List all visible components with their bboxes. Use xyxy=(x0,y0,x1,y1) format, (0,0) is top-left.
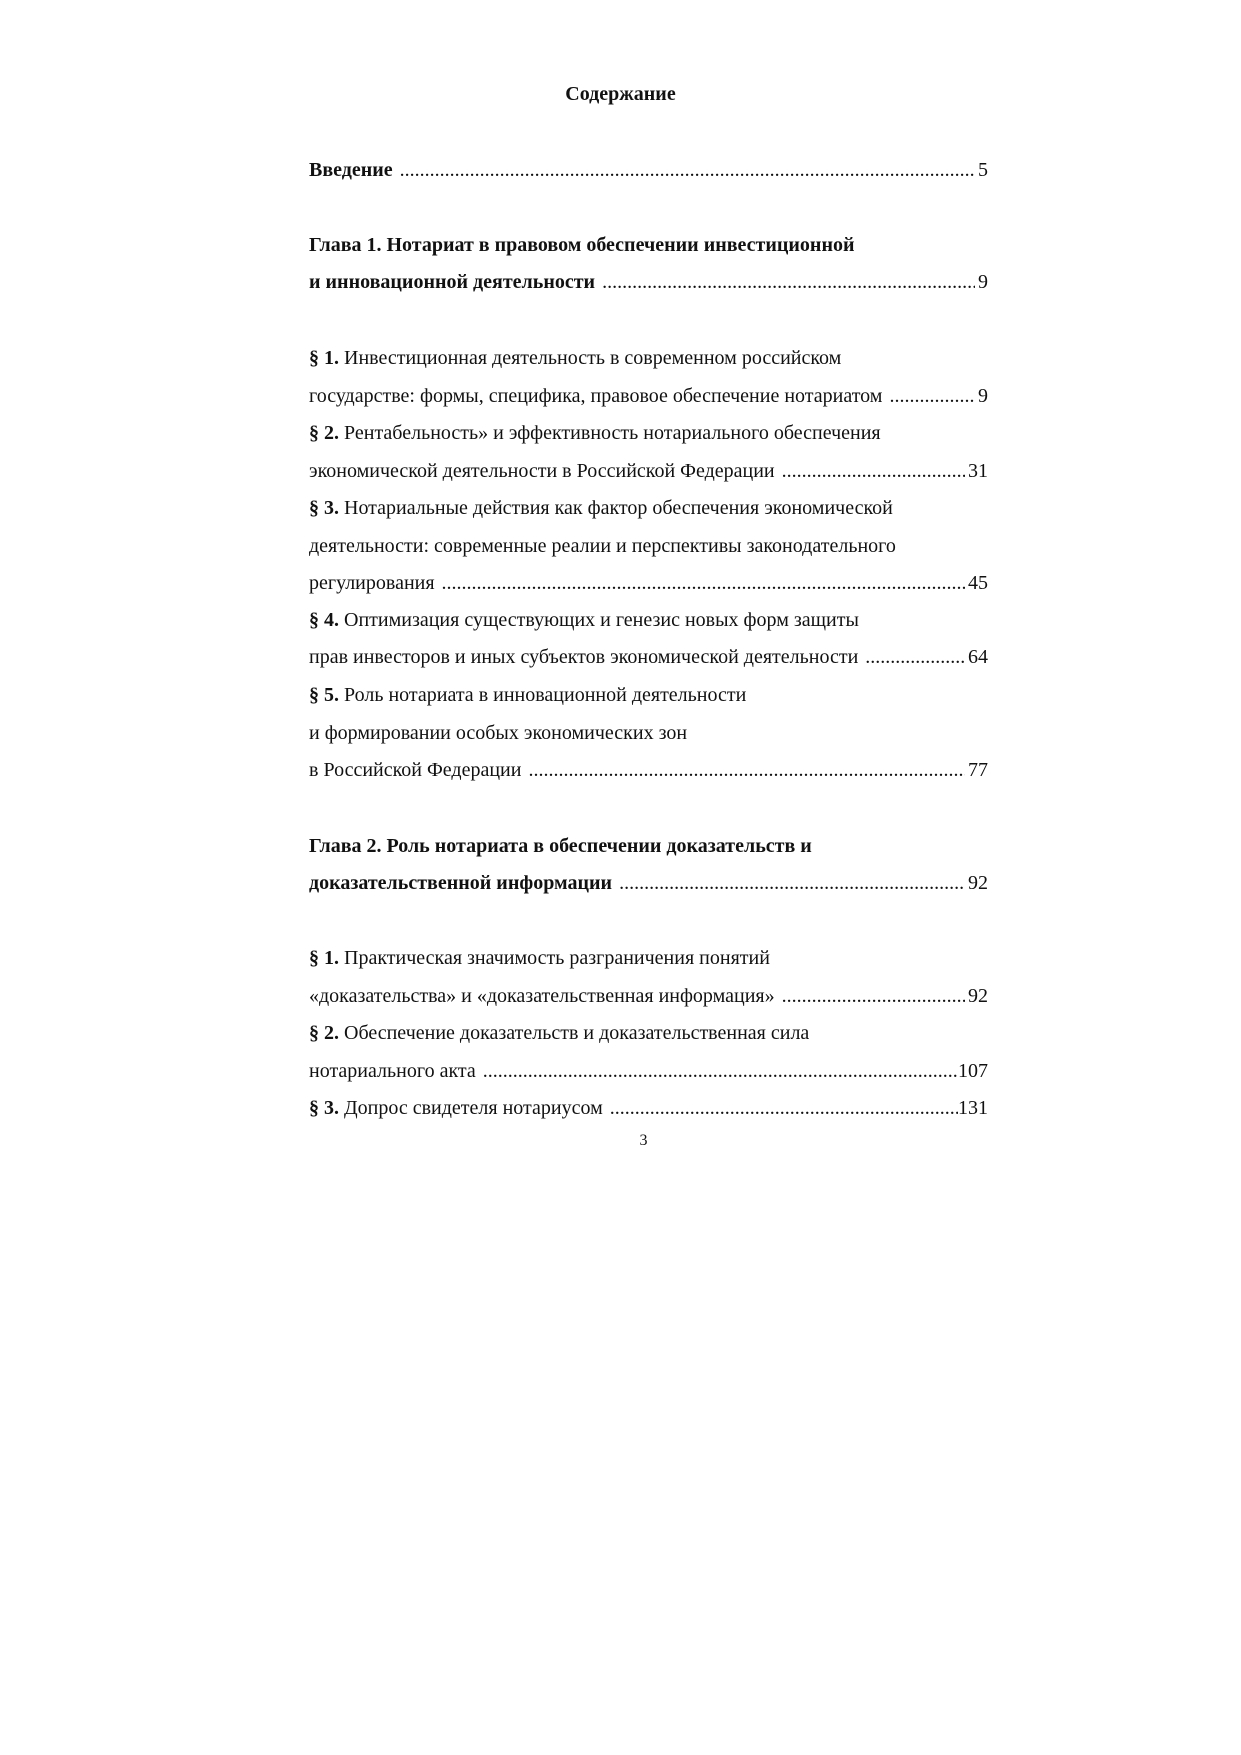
toc-ch1-section-4-end[interactable] xyxy=(309,644,988,670)
toc-chapter-1-title-end[interactable] xyxy=(309,269,988,295)
toc-page-number: 9 xyxy=(978,271,988,293)
toc-entry-title: прав инвесторов и иных субъектов экономической деятельности xyxy=(309,646,859,668)
section-mark: § 2. xyxy=(309,422,339,444)
toc-ch1-section-3-cont[interactable]: деятельности: современные реалии и перспективы законодательного xyxy=(309,535,896,557)
toc-ch1-section-1[interactable] xyxy=(309,345,988,371)
toc-entry-title: и инновационной деятельности xyxy=(309,271,596,293)
toc-ch1-section-1-end[interactable] xyxy=(309,383,988,409)
toc-chapter-1-title[interactable]: Глава 1. Нотариат в правовом обеспечении инвестиционной xyxy=(309,234,855,256)
toc-ch1-section-4[interactable] xyxy=(309,607,988,633)
toc-entry-title: «доказательства» и «доказательственная информация» xyxy=(309,985,775,1007)
toc-page-number: 77 xyxy=(968,759,988,781)
section-mark: § 4. xyxy=(309,609,339,631)
toc-entry-title: в Российской Федерации xyxy=(309,759,522,781)
toc-ch2-section-1-end[interactable] xyxy=(309,983,988,1009)
section-mark: § 1. xyxy=(309,347,339,369)
toc-entry-title: Роль нотариата в инновационной деятельности xyxy=(339,684,747,706)
toc-ch1-section-3-end[interactable] xyxy=(309,570,988,596)
toc-page-number: 92 xyxy=(968,985,988,1007)
page-number: 3 xyxy=(639,1132,648,1149)
dot-leader xyxy=(483,1058,958,1084)
dot-leader xyxy=(619,870,965,896)
toc-entry-title: Оптимизация существующих и генезис новых форм защиты xyxy=(339,609,859,631)
dot-leader xyxy=(528,757,965,783)
toc-page-number: 64 xyxy=(968,646,988,668)
toc-entry-title: доказательственной информации xyxy=(309,872,613,894)
dot-leader xyxy=(602,269,975,295)
section-mark: § 2. xyxy=(309,1022,339,1044)
toc-entry-title: Нотариальные действия как фактор обеспечения экономической xyxy=(339,497,893,519)
dot-leader xyxy=(889,383,975,409)
section-mark: § 3. xyxy=(309,1097,339,1119)
toc-ch2-section-2[interactable] xyxy=(309,1020,988,1046)
dot-leader xyxy=(782,983,965,1009)
toc-entry-title: государстве: формы, специфика, правовое обеспечение нотариатом xyxy=(309,385,883,407)
dot-leader xyxy=(610,1095,958,1121)
section-mark: § 1. xyxy=(309,947,339,969)
toc-ch2-section-3[interactable] xyxy=(309,1095,988,1121)
toc-ch1-section-2[interactable] xyxy=(309,420,988,446)
toc-ch1-section-5-cont[interactable]: и формировании особых экономических зон xyxy=(309,722,688,744)
toc-entry-title: Рентабельность» и эффективность нотариального обеспечения xyxy=(339,422,881,444)
toc-ch2-section-1[interactable] xyxy=(309,945,988,971)
toc-ch1-section-2-end[interactable] xyxy=(309,458,988,484)
toc-ch1-section-3[interactable] xyxy=(309,495,988,521)
toc-entry-title: Инвестиционная деятельность в современном российском xyxy=(339,347,842,369)
toc-entry-title-wrap xyxy=(309,1095,603,1121)
toc-ch1-section-5[interactable] xyxy=(309,682,988,708)
dot-leader xyxy=(865,644,965,670)
toc-entry-title: Обеспечение доказательств и доказательственная сила xyxy=(339,1022,810,1044)
toc-entry-title: Допрос свидетеля нотариусом xyxy=(339,1097,603,1119)
dot-leader xyxy=(782,458,965,484)
section-mark: § 3. xyxy=(309,497,339,519)
toc-page-number: 92 xyxy=(968,872,988,894)
toc-entry-title: регулирования xyxy=(309,572,435,594)
toc-entry-title: Введение xyxy=(309,159,393,181)
toc-page-number: 9 xyxy=(978,385,988,407)
toc-entry-introduction[interactable] xyxy=(309,157,988,183)
toc-page-number: 131 xyxy=(958,1097,988,1119)
toc-chapter-2-title-end[interactable] xyxy=(309,870,988,896)
toc-page-number: 45 xyxy=(968,572,988,594)
dot-leader xyxy=(442,570,965,596)
toc-page-number: 107 xyxy=(958,1060,988,1082)
toc-page-number: 5 xyxy=(978,159,988,181)
toc-ch2-section-2-end[interactable] xyxy=(309,1058,988,1084)
toc-page-number: 31 xyxy=(968,460,988,482)
page-title: Содержание xyxy=(565,83,676,105)
toc-ch1-section-5-end[interactable] xyxy=(309,757,988,783)
toc-entry-title: экономической деятельности в Российской Федерации xyxy=(309,460,775,482)
toc-chapter-2-title[interactable]: Глава 2. Роль нотариата в обеспечении доказательств и xyxy=(309,835,812,857)
section-mark: § 5. xyxy=(309,684,339,706)
toc-entry-title: Практическая значимость разграничения понятий xyxy=(339,947,770,969)
toc-entry-title: нотариального акта xyxy=(309,1060,476,1082)
dot-leader xyxy=(400,157,975,183)
